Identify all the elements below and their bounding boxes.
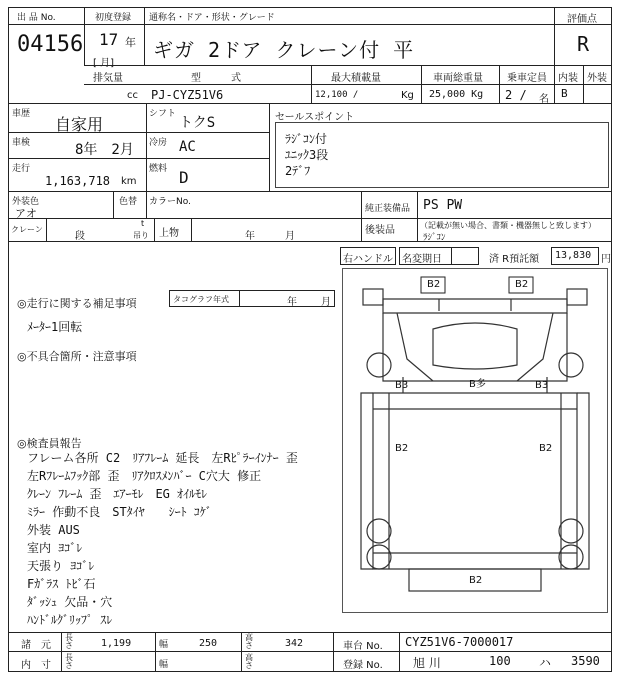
length: 1,199 [101,638,132,649]
aftermarket-label: 後装品 [365,225,395,236]
inspector-line-7: 天張り ﾖｺﾞﾚ [27,559,95,573]
fuel-label: 燃料 [149,164,168,174]
inspector-line-6: 室内 ﾖｺﾞﾚ [27,541,83,555]
reg-label: 登録 No. [343,660,383,671]
color-change-label: 色替 [119,197,138,207]
truck-outline-icon [343,269,607,612]
lot-no-label: 出 品 No. [17,13,56,23]
inner-height-label: 高さ [245,653,253,670]
inspector-line-4: ﾐﾗｰ 作動不良 STﾀｲﾔ ｼｰﾄ ｺｹﾞ [27,505,212,519]
gross-weight: 25,000 Kg [429,89,484,100]
inspector-line-8: Fｶﾞﾗｽ ﾄﾋﾞ石 [27,577,96,591]
mileage-unit: km [121,176,137,187]
exterior-grade-label: 外装 [587,73,607,84]
inspector-line-10: ﾊﾝﾄﾞﾙｸﾞﾘｯﾌﾟ ｽﾚ [27,613,113,627]
crane-top-label: 上物 [159,228,179,239]
year-unit: 年 [125,36,136,49]
mileage: 1,163,718 [45,174,111,188]
inspection: 8年 2月 [75,142,134,158]
grade-label: 評価点 [567,14,597,25]
width: 250 [199,638,218,649]
max-load-unit: Kg [401,90,414,101]
damage-mark-b2-rear: B2 [469,575,483,586]
chassis: CYZ51V6-7000017 [405,635,514,649]
interior-grade: B [561,87,568,100]
fuel: D [179,168,189,187]
interior-grade-label: 内装 [558,73,578,84]
name-change-label: 名変期日 [402,254,442,265]
type-label: 型 式 [191,73,241,84]
color: アオ [15,207,37,220]
displacement-label: 排気量 [93,73,123,84]
reg-class: 100 [489,654,511,668]
supplement-label: ◎走行に関する補足事項 [17,297,137,310]
model-name: ギガ 2ドア クレーン付 平 [153,38,415,62]
length-label: 長さ [65,633,73,650]
aftermarket-note: （記載が無い場合、書類・機器無しと致します） [420,221,596,230]
inner-dim-label: 内 寸 [21,660,51,671]
height-label: 高さ [245,633,253,650]
damage-mark-b2-right-bed: B2 [539,443,553,454]
model-label: 通称名・ドア・形状・グレード [149,13,275,23]
damage-mark-b2-left-mirror: B2 [427,279,441,290]
inspector-line-2: 左Rﾌﾚｰﾑﾌｯｸ部 歪 ﾘｱｸﾛｽﾒﾝﾊﾞｰ C穴大 修正 [27,469,262,483]
handle: 右ハンドル [343,254,393,265]
color-label: 外装色 [12,197,40,207]
month-unit: [ 月] [93,58,114,69]
lot-no: 04156 [17,32,84,57]
damage-mark-b2-left-bed: B2 [395,443,409,454]
ac: AC [179,139,196,155]
capacity-unit: 名 [539,94,549,105]
chassis-label: 車台 No. [343,641,383,652]
shift: トクS [179,115,216,131]
outer-dim-label: 諸 元 [21,640,51,651]
tacho-year: 年 [287,297,297,308]
sales-point-2: ﾕﾆｯｸ3段 [285,148,329,162]
first-reg-year: 17 [99,30,119,49]
crane-stage: 段 [75,231,85,242]
inner-length-label: 長さ [65,653,73,670]
recycle-label: 済 R預託額 [489,254,540,265]
capacity-label: 乗車定員 [507,73,547,84]
name-change-value-box [451,247,479,265]
inspector-line-1: フレーム各所 C2 ﾘｱﾌﾚｰﾑ 延長 左Rﾋﾟﾗｰｲﾝﾅｰ 歪 [27,451,298,465]
gross-weight-label: 車両総重量 [433,73,483,84]
inspector-line-3: ｸﾚｰﾝ ﾌﾚｰﾑ 歪 ｴｱｰﾓﾚ EG ｵｲﾙﾓﾚ [27,487,208,501]
inner-width-label: 幅 [159,660,169,670]
crane-label: クレーン [11,225,43,234]
inspector-line-5: 外装 AUS [27,523,80,537]
max-load: 12,100 / [315,90,359,100]
auction-sheet [8,7,612,672]
usage-label: 車歴 [12,109,31,119]
height: 342 [285,638,304,649]
damage-mark-b3-right: B3 [535,380,549,391]
tacho-month: 月 [321,297,331,308]
vehicle-diagram [342,268,608,613]
damage-mark-b3-left: B3 [395,380,409,391]
ac-label: 冷房 [149,138,168,148]
tacho-label: タコグラフ年式 [173,295,229,304]
reg-place: 旭 川 [413,656,441,670]
reg-number: 3590 [571,654,600,668]
crane-ton: t [141,219,145,228]
aftermarket-value: ﾗｼﾞｺﾝ [423,233,446,243]
sales-point-1: ﾗｼﾞｺﾝ付 [285,132,328,146]
recycle-unit: 円 [601,254,611,265]
sales-point-3: 2ﾃﾞﾌ [285,164,311,178]
equipment-value: PS PW [423,198,463,213]
equipment-label: 純正装備品 [365,204,411,214]
color-no-label: カラーNo. [149,197,191,207]
supplement-value: ﾒｰﾀｰ1回転 [27,320,83,334]
width-label: 幅 [159,640,169,650]
inspection-label: 車検 [12,138,31,148]
grade: R [577,32,590,56]
crane-year: 年 [245,231,255,242]
first-reg-label: 初度登録 [95,13,132,23]
damage-mark-b2-right-mirror: B2 [515,279,529,290]
defects-label: ◎不具合箇所・注意事項 [17,350,137,363]
type-value: PJ-CYZ51V6 [151,88,224,102]
max-load-label: 最大積載量 [331,73,381,84]
mileage-label: 走行 [12,164,31,174]
recycle-value: 13,830 [555,250,592,261]
capacity: 2 / [505,88,527,102]
sales-points-label: セールスポイント [275,112,355,123]
crane-lift: 吊り [133,231,149,240]
reg-kana: ハ [539,656,552,670]
shift-label: シフト [149,109,177,119]
inspector-line-9: ﾀﾞｯｼｭ 欠品・穴 [27,595,113,609]
inspector-label: ◎検査員報告 [17,437,82,450]
displacement-unit: cc [127,90,138,101]
usage: 自家用 [55,115,104,134]
damage-mark-b-many-cab: B多 [469,379,486,390]
crane-month: 月 [285,231,295,242]
